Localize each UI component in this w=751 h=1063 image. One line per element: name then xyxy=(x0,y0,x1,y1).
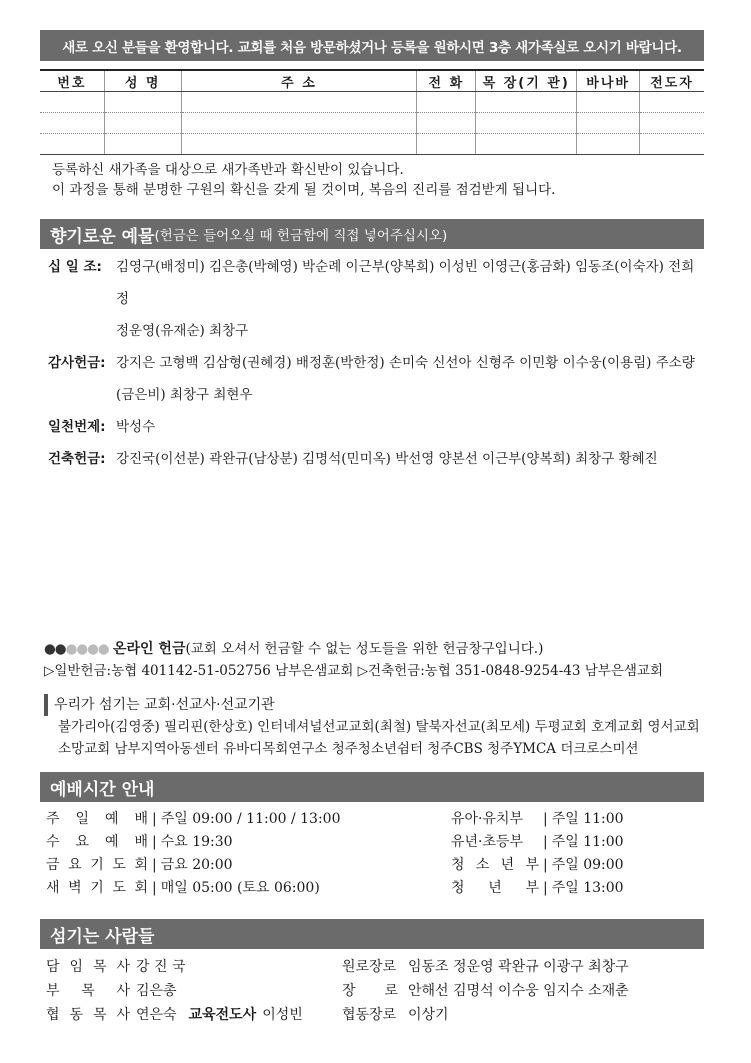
people-names: 연은숙 xyxy=(136,1007,177,1023)
notice-line: 등록하신 새가족을 대상으로 새가족반과 확신반이 있습니다. xyxy=(52,162,404,178)
offering-label: 십 일 조: xyxy=(48,259,102,275)
offering-label: 건축헌금: xyxy=(48,451,106,467)
people-names: 이상기 xyxy=(408,1007,449,1023)
supported-missions xyxy=(44,694,700,760)
welcome-banner xyxy=(40,30,704,61)
offering-list xyxy=(40,251,704,475)
registration-header-row xyxy=(40,70,704,92)
offering-row-tithe xyxy=(40,251,704,347)
worship-row: 청 년 부 | 주일 13:00 xyxy=(451,877,624,900)
people-header xyxy=(40,919,704,949)
people-names: 임동조 정운영 곽완규 이광구 최창구 xyxy=(408,959,629,975)
people-role: 부 목 사 xyxy=(46,983,130,999)
worship-label: 새 벽 기 도 회 xyxy=(46,880,148,896)
online-offering-title: 온라인 헌금 xyxy=(112,641,186,657)
worship-time: 주일 11:00 xyxy=(551,811,624,827)
offering-names: (금은비) 최창구 최현우 xyxy=(116,387,253,403)
worship-time: 주일 13:00 xyxy=(551,880,624,896)
offering-names: 강지은 고형백 김삼형(권혜경) 배정훈(박한정) 손미숙 신선아 신형주 이민황 이수웅(이용림) 주소량 xyxy=(116,355,695,371)
welcome-banner-text: 새로 오신 분들을 환영합니다. 교회를 처음 방문하셨거나 등록을 원하시면 3층 새가족실로 오시기 바랍니다. xyxy=(62,39,682,56)
worship-label: 유년·초등부 xyxy=(451,834,524,850)
offering-row-thanks xyxy=(40,347,704,411)
table-row xyxy=(40,134,704,155)
supported-line: 소망교회 남부지역아동센터 유바디목회연구소 청주청소년쉼터 청주CBS 청주YMCA 더크로스미션 xyxy=(58,741,639,757)
worship-time: 금요 20:00 xyxy=(160,857,233,873)
people-role: 교육전도사 xyxy=(188,1007,257,1023)
worship-label: 주 일 예 배 xyxy=(46,811,148,827)
worship-label: 유아·유치부 xyxy=(451,811,524,827)
offering-names: 정운영(유재순) 최창구 xyxy=(116,323,249,339)
notice-line: 이 과정을 통해 분명한 구원의 확신을 갖게 될 것이며, 복음의 진리를 점검받게 됩니다. xyxy=(52,182,556,198)
people-names: 강 진 국 xyxy=(136,959,186,975)
supported-line: 불가리아(김영중) 필리핀(한상호) 인터네셔널선교교회(최철) 탈북자선교(최모세) 두평교회 호계교회 영서교회 xyxy=(58,719,700,735)
worship-title: 예배시간 안내 xyxy=(50,779,155,800)
worship-row: 주 일 예 배 | 주일 09:00 / 11:00 / 13:00 xyxy=(46,808,341,831)
bullet-dots-icon: ●●●●●● xyxy=(44,641,109,657)
worship-header xyxy=(40,772,704,802)
people-left-column xyxy=(46,955,303,1027)
worship-row: 유아·유치부 | 주일 11:00 xyxy=(451,808,624,831)
worship-row: 유년·초등부 | 주일 11:00 xyxy=(451,831,624,854)
header-evangelist: 전도자 xyxy=(640,70,704,92)
worship-row: 수 요 예 배 | 수요 19:30 xyxy=(46,831,341,854)
worship-label: 수 요 예 배 xyxy=(46,834,148,850)
online-offering-accounts: ▷일반헌금:농협 401142-51-052756 남부은샘교회 ▷건축헌금:농협 351-0848-9254-43 남부은샘교회 xyxy=(44,663,664,679)
worship-row: 금 요 기 도 회 | 금요 20:00 xyxy=(46,854,341,877)
people-row xyxy=(342,1003,629,1027)
worship-time: 주일 09:00 xyxy=(551,857,624,873)
offering-label: 일천번제: xyxy=(48,419,106,435)
header-name: 성 명 xyxy=(104,70,181,92)
header-cell-group: 목 장(기 관) xyxy=(476,70,577,92)
worship-label: 청 소 년 부 xyxy=(451,857,539,873)
people-role: 협 동 목 사 xyxy=(46,1007,130,1023)
worship-time: 주일 09:00 / 11:00 / 13:00 xyxy=(160,811,341,827)
worship-time: 수요 19:30 xyxy=(160,834,233,850)
people-row xyxy=(46,979,303,1003)
offering-subtitle: (헌금은 들어오실 때 헌금함에 직접 넣어주십시오) xyxy=(154,228,448,244)
registration-table xyxy=(40,69,704,155)
people-title: 섬기는 사람들 xyxy=(50,926,155,947)
offering-label: 감사헌금: xyxy=(48,355,106,371)
people-row xyxy=(46,955,303,979)
worship-label: 금 요 기 도 회 xyxy=(46,857,148,873)
online-offering xyxy=(44,638,663,682)
newcomer-notice xyxy=(52,160,555,200)
offering-names: 강진국(이선분) 곽완규(남상분) 김명석(민미옥) 박선영 양본선 이근부(양복희) 최창구 황혜진 xyxy=(116,451,658,467)
people-role: 담 임 목 사 xyxy=(46,959,130,975)
header-number: 번호 xyxy=(40,70,104,92)
supported-title: 우리가 섬기는 교회·선교사·선교기관 xyxy=(44,694,700,716)
table-row xyxy=(40,113,704,134)
offering-row-building xyxy=(40,443,704,475)
people-names: 안해선 김명석 이수웅 임지수 소재춘 xyxy=(408,983,629,999)
offering-row-thousand xyxy=(40,411,704,443)
worship-row: 새 벽 기 도 회 | 매일 05:00 (토요 06:00) xyxy=(46,877,341,900)
worship-time: 매일 05:00 (토요 06:00) xyxy=(160,880,320,896)
table-row xyxy=(40,92,704,113)
header-phone: 전 화 xyxy=(417,70,476,92)
people-role: 원로장로 xyxy=(342,959,397,975)
people-row xyxy=(342,979,629,1003)
worship-right-column xyxy=(451,808,624,900)
people-names: 김은총 xyxy=(136,983,177,999)
people-right-column xyxy=(342,955,629,1027)
people-row xyxy=(46,1003,303,1027)
header-barnabas: 바나바 xyxy=(577,70,640,92)
offering-title: 향기로운 예물 xyxy=(50,226,155,247)
offering-names: 김영구(배정미) 김은총(박혜영) 박순례 이근부(양복희) 이성빈 이영근(홍금화) 임동조(이숙자) 전희정 xyxy=(116,259,695,307)
worship-time: 주일 11:00 xyxy=(551,834,624,850)
header-address: 주 소 xyxy=(181,70,417,92)
people-names: 이성빈 xyxy=(262,1007,303,1023)
offering-header xyxy=(40,219,704,249)
worship-row: 청 소 년 부 | 주일 09:00 xyxy=(451,854,624,877)
people-role: 장 로 xyxy=(342,983,398,999)
worship-left-column xyxy=(46,808,341,900)
people-row xyxy=(342,955,629,979)
online-offering-subtitle: (교회 오셔서 헌금할 수 없는 성도들을 위한 헌금창구입니다.) xyxy=(185,641,544,657)
offering-names: 박성수 xyxy=(116,419,156,435)
people-role: 협동장로 xyxy=(342,1007,397,1023)
worship-label: 청 년 부 xyxy=(451,880,539,896)
